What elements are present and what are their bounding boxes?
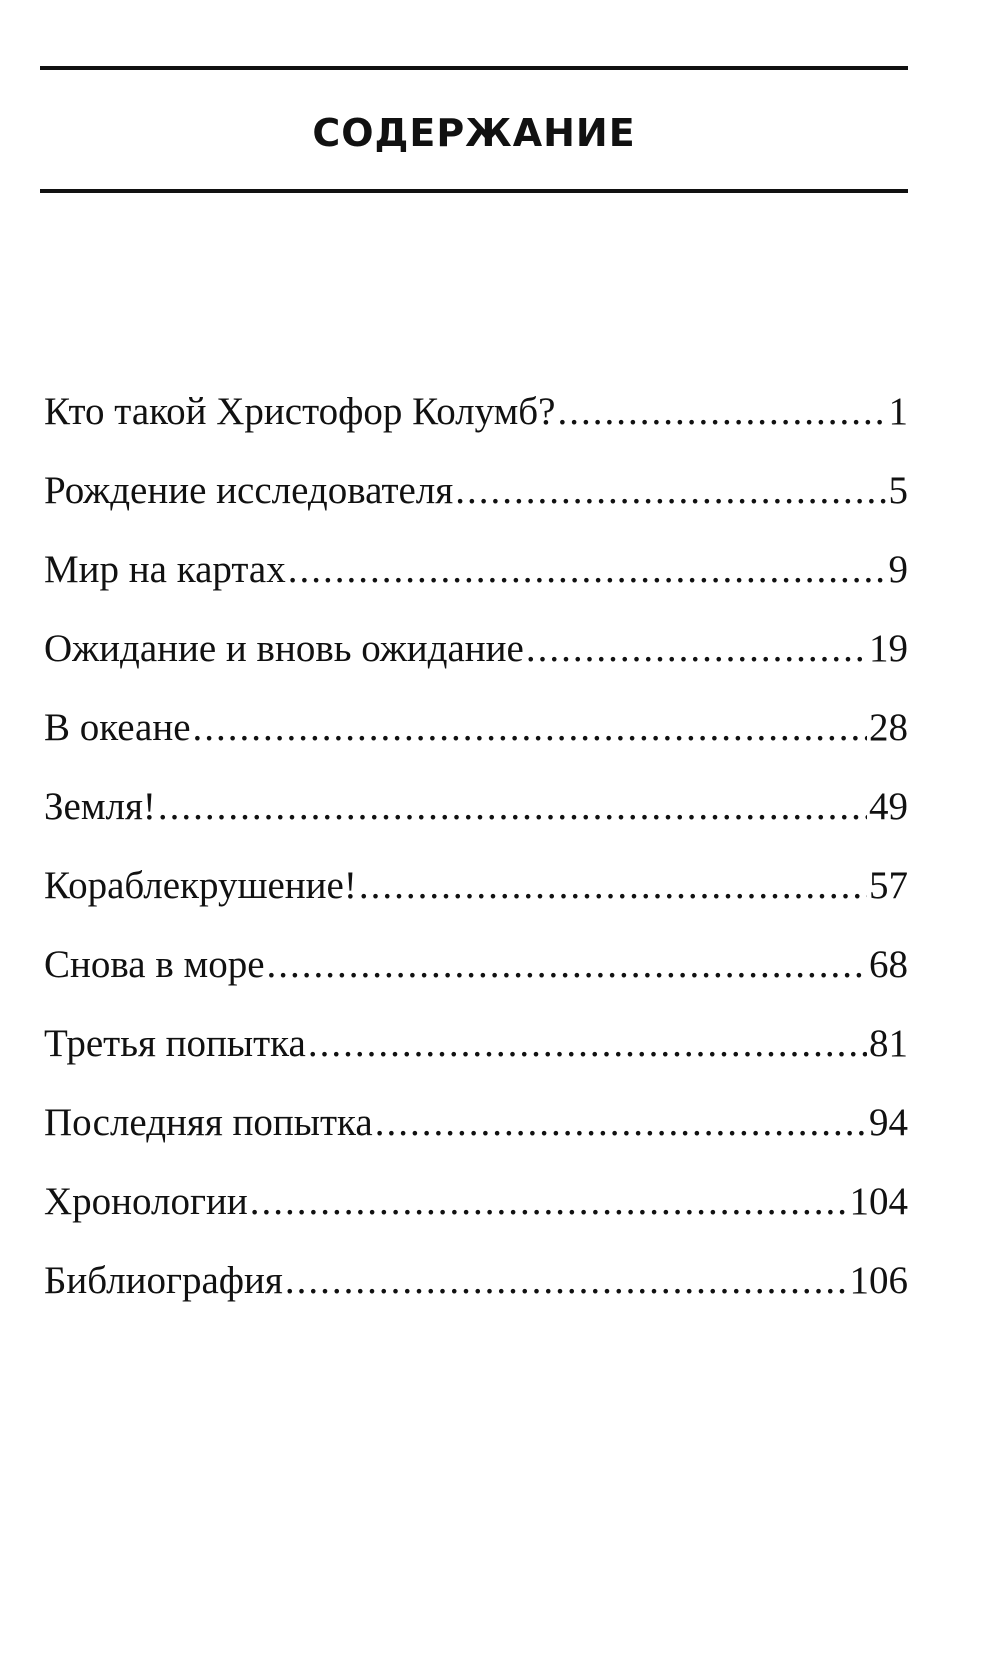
toc-entry-page: 5 [888, 469, 908, 512]
toc-entry[interactable] [44, 787, 908, 866]
toc-entry-page: 106 [849, 1259, 908, 1302]
toc-entry[interactable] [44, 1103, 908, 1182]
toc-entry-title: Мир на картах [44, 548, 286, 591]
toc-entry[interactable] [44, 1261, 908, 1340]
toc-entry-page: 19 [869, 627, 908, 670]
toc-entry-page: 68 [869, 943, 908, 986]
toc-entry-title: Ожидание и вновь ожидание [44, 627, 524, 670]
toc-entry-title: Третья попытка [44, 1022, 306, 1065]
bottom-rule [40, 189, 908, 193]
toc-dot-leader [375, 1103, 867, 1142]
toc-entry-title: Кораблекрушение! [44, 864, 357, 907]
toc-entry-page: 28 [869, 706, 908, 749]
toc-entry[interactable] [44, 866, 908, 945]
top-rule [40, 66, 908, 70]
toc-entry-title: Рождение исследователя [44, 469, 454, 512]
toc-dot-leader [288, 550, 887, 589]
toc-entry[interactable] [44, 1024, 908, 1103]
toc-entry-page: 81 [869, 1022, 908, 1065]
toc-dot-leader [158, 787, 867, 826]
page-title: СОДЕРЖАНИЕ [312, 111, 636, 155]
toc-dot-leader [526, 629, 867, 668]
toc-dot-leader [359, 866, 867, 905]
toc-entry[interactable] [44, 629, 908, 708]
toc-dot-leader [308, 1024, 867, 1063]
toc-entry[interactable] [44, 708, 908, 787]
toc-dot-leader [557, 392, 886, 431]
toc-entry-page: 1 [888, 390, 908, 433]
toc-entry-title: Хронологии [44, 1180, 248, 1223]
toc-entry-page: 9 [888, 548, 908, 591]
toc-dot-leader [250, 1182, 848, 1221]
toc-entry-title: Библиография [44, 1259, 283, 1302]
toc-entry[interactable] [44, 550, 908, 629]
toc-entry-title: В океане [44, 706, 191, 749]
toc-entry-page: 49 [869, 785, 908, 828]
toc-entry[interactable] [44, 471, 908, 550]
toc-dot-leader [455, 471, 886, 510]
toc-entry[interactable] [44, 1182, 908, 1261]
toc-entry-page: 104 [849, 1180, 908, 1223]
toc-entry-title: Последняя попытка [44, 1101, 373, 1144]
toc-entry-title: Кто такой Христофор Колумб? [44, 390, 556, 433]
toc-entry-page: 94 [869, 1101, 908, 1144]
toc-entry-page: 57 [869, 864, 908, 907]
toc-dot-leader [285, 1261, 848, 1300]
toc-dot-leader [193, 708, 867, 747]
table-of-contents [44, 392, 908, 1340]
toc-entry-title: Снова в море [44, 943, 265, 986]
toc-dot-leader [267, 945, 868, 984]
toc-entry-title: Земля! [44, 785, 156, 828]
toc-entry[interactable] [44, 945, 908, 1024]
toc-entry[interactable] [44, 392, 908, 471]
